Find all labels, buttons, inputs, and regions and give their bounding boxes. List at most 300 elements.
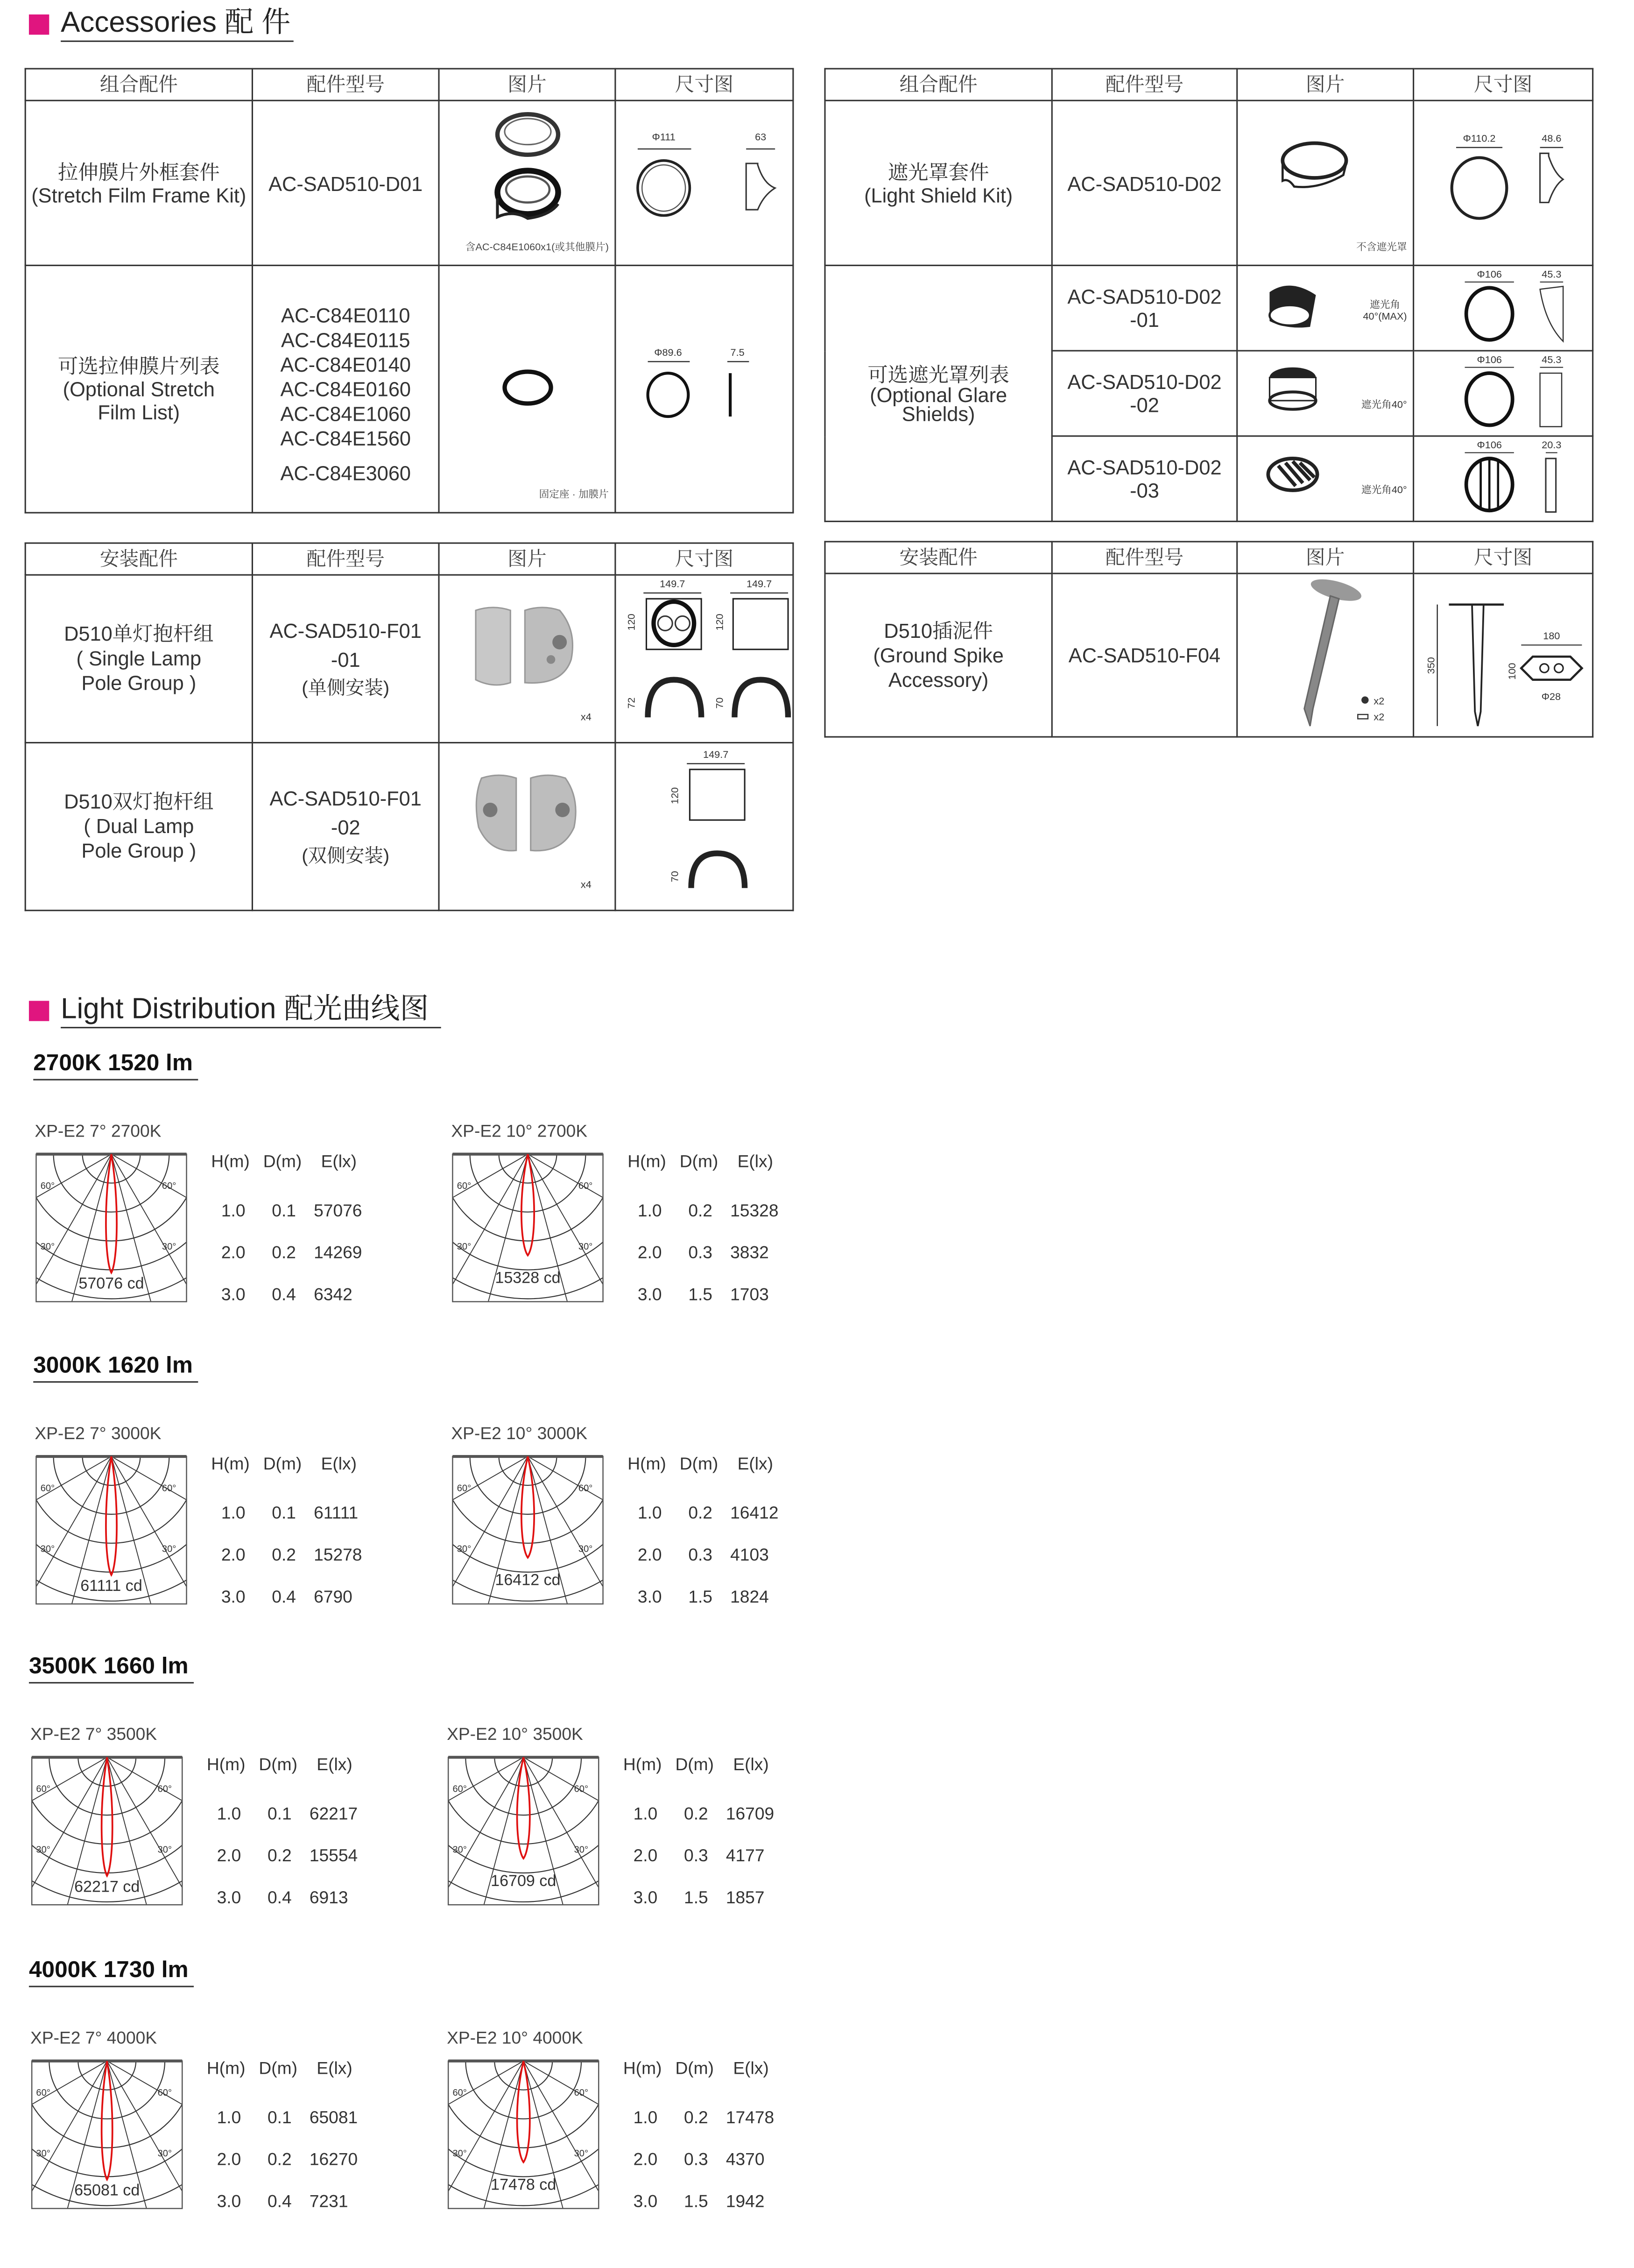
film-accessories-table <box>25 68 794 514</box>
model-number <box>252 742 439 910</box>
angle-label-30-left: 30° <box>40 1242 55 1252</box>
column-header: E(lx) <box>321 1453 357 1474</box>
name-en: (Optional Stretch Film List) <box>63 377 215 424</box>
angle-label-30-right: 30° <box>574 2148 589 2159</box>
polar-ring <box>30 1756 183 1873</box>
header-dimensions: 尺寸图 <box>1414 69 1593 100</box>
angle-label-60-right: 60° <box>578 1483 593 1494</box>
model-number: AC-C84E0140 <box>280 353 411 376</box>
polar-ring <box>30 1756 183 1844</box>
table-cell: 3.0 <box>217 2191 241 2211</box>
beam-curve <box>106 1154 117 1273</box>
model-number: AC-C84E1060 <box>280 402 411 425</box>
header-model: 配件型号 <box>1052 69 1237 100</box>
peak-intensity-label: 65081 cd <box>74 2181 140 2199</box>
polar-radial-line <box>111 1154 188 1234</box>
polar-radial-line <box>107 2061 183 2141</box>
table-cell: 1824 <box>730 1586 769 1607</box>
table-cell: 0.2 <box>688 1200 713 1221</box>
polar-radial-line <box>30 1757 107 1895</box>
model-number: AC-C84E0160 <box>280 377 411 401</box>
polar-radial-line <box>528 1154 605 1234</box>
table-row <box>25 265 793 513</box>
model-number: AC-SAD510-D01 <box>252 100 439 265</box>
model-suffix: -02 <box>1130 393 1159 417</box>
shield-accessories-table <box>824 68 1593 523</box>
table-cell: 6790 <box>314 1586 352 1607</box>
angle-label-30-right: 30° <box>157 1844 172 1855</box>
model-number: AC-C84E1560 <box>280 426 411 450</box>
model-base: AC-SAD510-F01 <box>269 618 422 642</box>
chart-label: XP-E2 10° 2700K <box>451 1121 588 1141</box>
svg-text:70: 70 <box>713 697 725 709</box>
header-combo: 组合配件 <box>825 69 1052 100</box>
beam-curve <box>102 2061 113 2180</box>
table-cell: 7231 <box>309 2191 348 2211</box>
table-cell: 65081 <box>309 2107 358 2128</box>
glare-shield-01-dimensions <box>1423 266 1583 346</box>
table-cell: 1.0 <box>633 1803 658 1824</box>
table-cell: 14269 <box>314 1242 362 1263</box>
table-cell: 0.4 <box>268 1887 292 1908</box>
table-cell: 0.1 <box>268 2107 292 2128</box>
polar-ring <box>35 1455 188 1572</box>
model-number: AC-SAD510-F04 <box>1052 573 1237 737</box>
dimension-drawing <box>615 742 793 910</box>
polar-distribution-chart <box>447 2060 600 2210</box>
angle-label-60-right: 60° <box>157 1784 172 1795</box>
beam-curve <box>106 1456 117 1575</box>
light-distribution-title: Light Distribution 配光曲线图 <box>61 994 440 1028</box>
table-cell: 1942 <box>725 2191 765 2211</box>
frame-kit-image <box>469 108 585 239</box>
header-model: 配件型号 <box>252 543 439 575</box>
table-header <box>825 69 1593 100</box>
svg-text:63: 63 <box>755 131 767 143</box>
header-mount: 安装配件 <box>825 542 1052 573</box>
svg-text:149.7: 149.7 <box>660 578 685 590</box>
polar-ring <box>470 1455 586 1514</box>
column-header: D(m) <box>675 1754 714 1775</box>
header-mount: 安装配件 <box>25 543 252 575</box>
table-cell: 3.0 <box>637 1284 662 1305</box>
name-en: Pole Group ) <box>81 671 197 694</box>
product-picture <box>439 265 615 513</box>
ground-spike-table <box>824 541 1593 737</box>
single-pole-dimensions <box>618 576 791 738</box>
header-dimensions: 尺寸图 <box>615 69 793 100</box>
angle-label-60-left: 60° <box>457 1483 472 1494</box>
model-base: AC-SAD510-F01 <box>269 786 422 809</box>
angle-label-60-left: 60° <box>452 2087 467 2098</box>
polar-ring <box>447 2060 600 2148</box>
dimension-drawing <box>1414 436 1593 522</box>
angle-label-30-right: 30° <box>578 1544 593 1554</box>
polar-ring <box>465 2060 581 2119</box>
polar-radial-line <box>35 1154 111 1292</box>
column-header: H(m) <box>206 1754 246 1775</box>
model-base: AC-SAD510-D02 <box>1067 285 1222 308</box>
model-number <box>252 575 439 742</box>
glare-shield-02-dimensions <box>1423 352 1583 431</box>
header-model: 配件型号 <box>252 69 439 100</box>
dimension-drawing <box>1414 351 1593 436</box>
table-cell: 0.2 <box>684 1803 708 1824</box>
name-en: ( Single Lamp <box>76 646 202 670</box>
accessory-name <box>25 742 252 910</box>
svg-text:120: 120 <box>669 787 681 805</box>
picture-note: 不含遮光罩 <box>1356 243 1407 254</box>
table-cell: 1.0 <box>637 1200 662 1221</box>
svg-text:48.6: 48.6 <box>1541 131 1561 143</box>
dual-pole-clamp-image <box>469 770 585 856</box>
table-cell: 0.1 <box>268 1803 292 1824</box>
name-cn: 遮光罩套件 <box>887 160 989 183</box>
svg-text:149.7: 149.7 <box>703 748 729 760</box>
polar-ring <box>470 1153 586 1212</box>
svg-text:45.3: 45.3 <box>1541 268 1561 280</box>
polar-radial-line <box>523 2061 600 2141</box>
heading-marker <box>29 14 49 35</box>
table-cell: 15328 <box>730 1200 779 1221</box>
table-cell: 2.0 <box>221 1544 246 1565</box>
table-cell: 3.0 <box>637 1586 662 1607</box>
polar-ring <box>35 1455 188 1543</box>
glare-shield-03-image <box>1260 448 1332 506</box>
chart-label: XP-E2 10° 3500K <box>447 1724 583 1745</box>
table-cell: 0.1 <box>272 1503 296 1523</box>
svg-text:149.7: 149.7 <box>746 578 772 590</box>
polar-radial-line <box>451 1154 528 1234</box>
polar-ring <box>447 1756 600 1844</box>
film-dimensions <box>625 344 784 431</box>
chart-label: XP-E2 7° 3500K <box>30 1724 157 1745</box>
glare-shield-03-dimensions <box>1423 437 1583 516</box>
header-picture: 图片 <box>439 543 615 575</box>
accessory-name <box>25 575 252 742</box>
angle-label-60-right: 60° <box>574 2087 589 2098</box>
chart-label: XP-E2 7° 3000K <box>35 1423 162 1444</box>
svg-text:Φ106: Φ106 <box>1476 353 1501 366</box>
name-cn: 拉伸膜片外框套件 <box>57 160 220 183</box>
column-header: D(m) <box>263 1453 302 1474</box>
table-cell: 6342 <box>314 1284 352 1305</box>
model-number <box>1052 265 1237 351</box>
peak-intensity-label: 62217 cd <box>74 1878 140 1896</box>
polar-radial-line <box>30 2061 107 2141</box>
column-header: H(m) <box>627 1453 666 1474</box>
peak-intensity-label: 16412 cd <box>495 1571 561 1589</box>
polar-radial-line <box>30 1757 107 1837</box>
name-en: (Light Shield Kit) <box>864 183 1013 206</box>
polar-ring <box>451 1455 604 1572</box>
peak-intensity-label: 17478 cd <box>491 2176 556 2194</box>
table-row <box>825 265 1593 351</box>
polar-distribution-chart <box>451 1153 604 1303</box>
table-cell: 0.2 <box>272 1242 296 1263</box>
table-cell: 3.0 <box>221 1284 246 1305</box>
product-picture <box>439 100 615 265</box>
table-cell: 15278 <box>314 1544 362 1565</box>
column-header: H(m) <box>211 1453 250 1474</box>
table-row <box>25 100 793 265</box>
table-cell: 62217 <box>309 1803 358 1824</box>
polar-ring <box>451 1455 604 1543</box>
model-suffix: -01 <box>331 647 360 671</box>
table-cell: 1.0 <box>217 2107 241 2128</box>
svg-text:180: 180 <box>1542 629 1559 641</box>
polar-ring <box>451 1153 604 1270</box>
shield-angle-note: 遮光角40° <box>1361 400 1407 411</box>
column-header: D(m) <box>263 1151 302 1172</box>
table-cell: 0.4 <box>272 1586 296 1607</box>
model-number: AC-C84E0110 <box>281 304 410 327</box>
single-pole-clamp-image <box>469 601 585 688</box>
table-cell: 0.2 <box>688 1503 713 1523</box>
column-header: D(m) <box>679 1151 718 1172</box>
polar-radial-line <box>35 1456 111 1594</box>
table-cell: 3.0 <box>221 1586 246 1607</box>
table-cell: 0.2 <box>684 2107 708 2128</box>
product-picture <box>1237 573 1414 737</box>
product-picture <box>1237 351 1414 436</box>
accessory-name <box>25 265 252 513</box>
model-base: AC-SAD510-D02 <box>1067 455 1222 479</box>
angle-label-60-right: 60° <box>162 1483 176 1494</box>
header-picture: 图片 <box>1237 542 1414 573</box>
svg-text:Φ106: Φ106 <box>1476 268 1501 280</box>
dual-pole-dimensions <box>618 743 791 905</box>
svg-text:x2: x2 <box>1373 694 1384 706</box>
table-cell: 1703 <box>730 1284 769 1305</box>
polar-radial-line <box>111 1154 188 1292</box>
model-number <box>1052 436 1237 522</box>
ground-spike-dimensions <box>1416 575 1590 731</box>
table-cell: 57076 <box>314 1200 362 1221</box>
angle-label-30-right: 30° <box>157 2148 172 2159</box>
accessories-heading <box>29 6 294 43</box>
product-picture <box>1237 265 1414 351</box>
polar-distribution-chart <box>30 1756 183 1906</box>
column-header: H(m) <box>211 1151 250 1172</box>
mount-type: (单侧安装) <box>302 676 390 698</box>
table-cell: 0.2 <box>272 1544 296 1565</box>
header-dimensions: 尺寸图 <box>1414 542 1593 573</box>
table-cell: 16270 <box>309 2149 358 2169</box>
header-picture: 图片 <box>439 69 615 100</box>
column-header: H(m) <box>623 1754 662 1775</box>
svg-text:Φ111: Φ111 <box>652 131 676 143</box>
model-suffix: -02 <box>331 815 360 838</box>
accessory-name <box>825 100 1052 265</box>
beam-curve <box>102 1757 113 1876</box>
table-cell: 1.0 <box>633 2107 658 2128</box>
polar-distribution-chart <box>35 1153 188 1303</box>
polar-distribution-chart <box>30 2060 183 2210</box>
model-suffix: -03 <box>1130 479 1159 502</box>
name-en: Pole Group ) <box>81 839 197 862</box>
polar-radial-line <box>111 1456 188 1536</box>
cct-section-title: 2700K 1520 lm <box>33 1052 198 1081</box>
column-header: H(m) <box>623 2058 662 2078</box>
name-cn: D510插泥件 <box>884 618 993 642</box>
glare-shield-02-image <box>1260 362 1332 420</box>
table-cell: 17478 <box>725 2107 775 2128</box>
column-header: D(m) <box>259 2058 297 2078</box>
accessory-name <box>825 265 1052 521</box>
table-cell: 2.0 <box>217 2149 241 2169</box>
frame-kit-dimensions <box>625 123 784 239</box>
accessory-name <box>25 100 252 265</box>
angle-label-30-right: 30° <box>162 1544 176 1554</box>
table-cell: 0.3 <box>688 1544 713 1565</box>
angle-label-60-left: 60° <box>36 2087 50 2098</box>
screw-quantity: x4 <box>580 881 592 891</box>
svg-text:350: 350 <box>1424 656 1436 673</box>
polar-radial-line <box>528 1456 605 1536</box>
table-row <box>825 100 1593 265</box>
polar-distribution-chart <box>447 1756 600 1906</box>
table-cell: 4177 <box>725 1845 765 1866</box>
header-model: 配件型号 <box>1052 542 1237 573</box>
table-header <box>25 69 793 100</box>
table-cell: 4370 <box>725 2149 765 2169</box>
polar-radial-line <box>35 1456 111 1536</box>
model-list <box>252 265 439 513</box>
svg-text:100: 100 <box>1505 662 1517 679</box>
shield-kit-image <box>1268 134 1354 207</box>
peak-intensity-label: 15328 cd <box>495 1269 561 1287</box>
polar-ring <box>54 1455 169 1514</box>
angle-label-30-right: 30° <box>578 1242 593 1252</box>
column-header: E(lx) <box>321 1151 357 1172</box>
name-cn: D510单灯抱杆组 <box>64 622 214 645</box>
svg-text:70: 70 <box>669 871 681 883</box>
dimension-drawing <box>615 100 793 265</box>
table-cell: 2.0 <box>217 1845 241 1866</box>
shield-angle-note: 遮光角40° <box>1361 486 1407 496</box>
header-dimensions: 尺寸图 <box>615 543 793 575</box>
column-header: D(m) <box>259 1754 297 1775</box>
table-cell: 3832 <box>730 1242 769 1263</box>
polar-ring <box>35 1153 188 1270</box>
table-cell: 1.5 <box>688 1586 713 1607</box>
column-header: D(m) <box>679 1453 718 1474</box>
table-header <box>825 542 1593 573</box>
angle-label-60-right: 60° <box>578 1180 593 1191</box>
polar-ring <box>54 1153 169 1212</box>
table-cell: 3.0 <box>633 1887 658 1908</box>
table-cell: 6913 <box>309 1887 348 1908</box>
angle-label-30-left: 30° <box>36 2148 50 2159</box>
table-cell: 0.4 <box>272 1284 296 1305</box>
peak-intensity-label: 57076 cd <box>78 1274 144 1293</box>
table-cell: 1.0 <box>221 1503 246 1523</box>
table-cell: 61111 <box>314 1503 359 1523</box>
svg-text:7.5: 7.5 <box>730 346 745 358</box>
shield-kit-dimensions <box>1423 127 1583 235</box>
column-header: E(lx) <box>317 2058 352 2078</box>
polar-ring <box>30 2060 183 2177</box>
column-header: E(lx) <box>733 1754 769 1775</box>
column-header: D(m) <box>675 2058 714 2078</box>
table-cell: 0.3 <box>684 1845 708 1866</box>
angle-label-60-right: 60° <box>574 1784 589 1795</box>
dimension-drawing <box>1414 573 1593 737</box>
table-row <box>25 575 793 742</box>
polar-ring <box>465 1756 581 1815</box>
angle-label-60-right: 60° <box>157 2087 172 2098</box>
polar-radial-line <box>447 2061 523 2141</box>
table-cell: 15554 <box>309 1845 358 1866</box>
name-cn: 可选拉伸膜片列表 <box>57 354 220 378</box>
name-en: (Stretch Film Frame Kit) <box>31 183 247 206</box>
polar-radial-line <box>523 1757 600 1837</box>
film-ring-image <box>498 365 556 409</box>
table-row <box>25 742 793 910</box>
chart-label: XP-E2 7° 2700K <box>35 1121 162 1141</box>
model-suffix: -01 <box>1130 308 1159 332</box>
table-cell: 1.0 <box>637 1503 662 1523</box>
column-header: E(lx) <box>737 1151 774 1172</box>
column-header: H(m) <box>206 2058 246 2078</box>
name-cn: 可选遮光罩列表 <box>867 363 1009 386</box>
table-cell: 1.5 <box>684 1887 708 1908</box>
picture-note: 含AC-C84E1060x1(或其他膜片) <box>465 243 609 254</box>
table-cell: 3.0 <box>633 2191 658 2211</box>
chart-label: XP-E2 10° 4000K <box>447 2028 583 2048</box>
column-header: E(lx) <box>317 1754 352 1775</box>
table-header <box>25 543 793 575</box>
table-cell: 3.0 <box>217 1887 241 1908</box>
table-cell: 16709 <box>725 1803 775 1824</box>
table-row <box>825 573 1593 737</box>
angle-label-30-left: 30° <box>452 2148 467 2159</box>
column-header: H(m) <box>627 1151 666 1172</box>
product-picture <box>439 575 615 742</box>
polar-radial-line <box>107 1757 183 1837</box>
polar-radial-line <box>107 2061 183 2199</box>
angle-label-30-left: 30° <box>36 1844 50 1855</box>
header-combo: 组合配件 <box>25 69 252 100</box>
table-cell: 0.2 <box>268 2149 292 2169</box>
svg-text:Φ89.6: Φ89.6 <box>654 346 682 358</box>
cct-section-title: 3500K 1660 lm <box>29 1654 194 1683</box>
glare-shield-01-image <box>1260 277 1332 335</box>
accessories-title: Accessories 配 件 <box>61 7 293 42</box>
mount-type: (双侧安装) <box>302 844 390 866</box>
table-cell: 0.4 <box>268 2191 292 2211</box>
svg-text:Φ110.2: Φ110.2 <box>1462 131 1495 143</box>
angle-label-30-left: 30° <box>40 1544 55 1554</box>
angle-label-30-left: 30° <box>452 1844 467 1855</box>
table-cell: 1857 <box>725 1887 765 1908</box>
svg-text:x2: x2 <box>1373 710 1384 722</box>
polar-radial-line <box>35 1154 111 1234</box>
polar-distribution-chart <box>451 1455 604 1605</box>
polar-ring <box>49 2060 165 2119</box>
angle-label-60-left: 60° <box>457 1180 472 1191</box>
polar-radial-line <box>451 1456 528 1536</box>
screw-quantity: x4 <box>580 713 592 723</box>
table-cell: 1.5 <box>688 1284 713 1305</box>
model-number: AC-SAD510-D02 <box>1052 100 1237 265</box>
name-en: ( Dual Lamp <box>84 814 194 838</box>
polar-radial-line <box>111 1456 188 1594</box>
polar-ring <box>30 2060 183 2148</box>
table-cell: 0.1 <box>272 1200 296 1221</box>
name-en: Accessory) <box>888 667 989 691</box>
